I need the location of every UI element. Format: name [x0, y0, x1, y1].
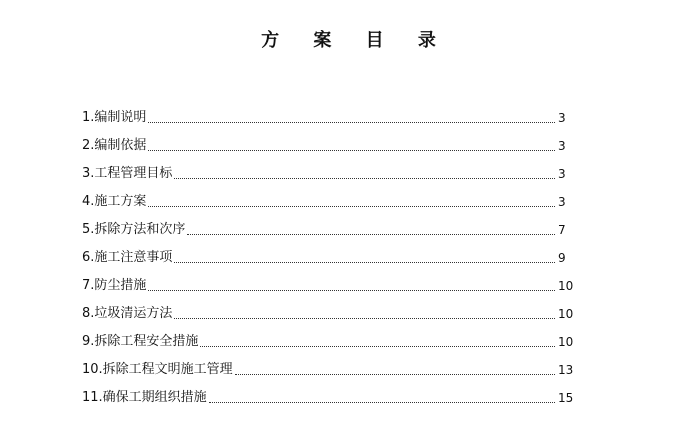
toc-entry-label: 8.垃圾清运方法 [82, 306, 173, 321]
toc-entry [82, 322, 572, 350]
toc-entry-page: 15 [558, 391, 574, 405]
toc-dot-leader [235, 373, 555, 375]
toc-entry [82, 350, 572, 378]
toc-entry-label: 1.编制说明 [82, 110, 147, 125]
toc-entry [82, 98, 572, 126]
toc-entry [82, 210, 572, 238]
toc-entry-page: 3 [558, 167, 566, 181]
toc-dot-leader [174, 177, 555, 179]
toc-dot-leader [148, 205, 555, 207]
toc-entry [82, 126, 572, 154]
toc-entry-label: 7.防尘措施 [82, 278, 147, 293]
toc-entry-label: 3.工程管理目标 [82, 166, 173, 181]
toc-dot-leader [174, 317, 555, 319]
toc-dot-leader [148, 121, 555, 123]
toc-entry-page: 10 [558, 279, 574, 293]
toc-entry [82, 294, 572, 322]
toc-dot-leader [200, 345, 555, 347]
table-of-contents [82, 98, 572, 406]
toc-entry-page: 10 [558, 307, 574, 321]
toc-entry-page: 3 [558, 111, 566, 125]
toc-entry [82, 378, 572, 406]
toc-entry [82, 182, 572, 210]
toc-entry-label: 9.拆除工程安全措施 [82, 334, 199, 349]
toc-entry-label: 11.确保工期组织措施 [82, 390, 207, 405]
toc-entry-label: 5.拆除方法和次序 [82, 222, 186, 237]
toc-entry-label: 2.编制依据 [82, 138, 147, 153]
toc-dot-leader [148, 289, 555, 291]
toc-dot-leader [174, 261, 555, 263]
toc-entry-page: 10 [558, 335, 574, 349]
toc-entry-label: 6.施工注意事项 [82, 250, 173, 265]
toc-dot-leader [148, 149, 555, 151]
toc-entry-page: 3 [558, 139, 566, 153]
toc-title: 方 案 目 录 [261, 30, 450, 51]
toc-entry-label: 4.施工方案 [82, 194, 147, 209]
toc-entry [82, 154, 572, 182]
toc-dot-leader [209, 401, 555, 403]
toc-entry-page: 7 [558, 223, 566, 237]
toc-dot-leader [187, 233, 555, 235]
toc-entry [82, 238, 572, 266]
toc-entry-label: 10.拆除工程文明施工管理 [82, 362, 233, 377]
toc-entry-page: 13 [558, 363, 574, 377]
toc-entry-page: 3 [558, 195, 566, 209]
toc-entry [82, 266, 572, 294]
toc-entry-page: 9 [558, 251, 566, 265]
